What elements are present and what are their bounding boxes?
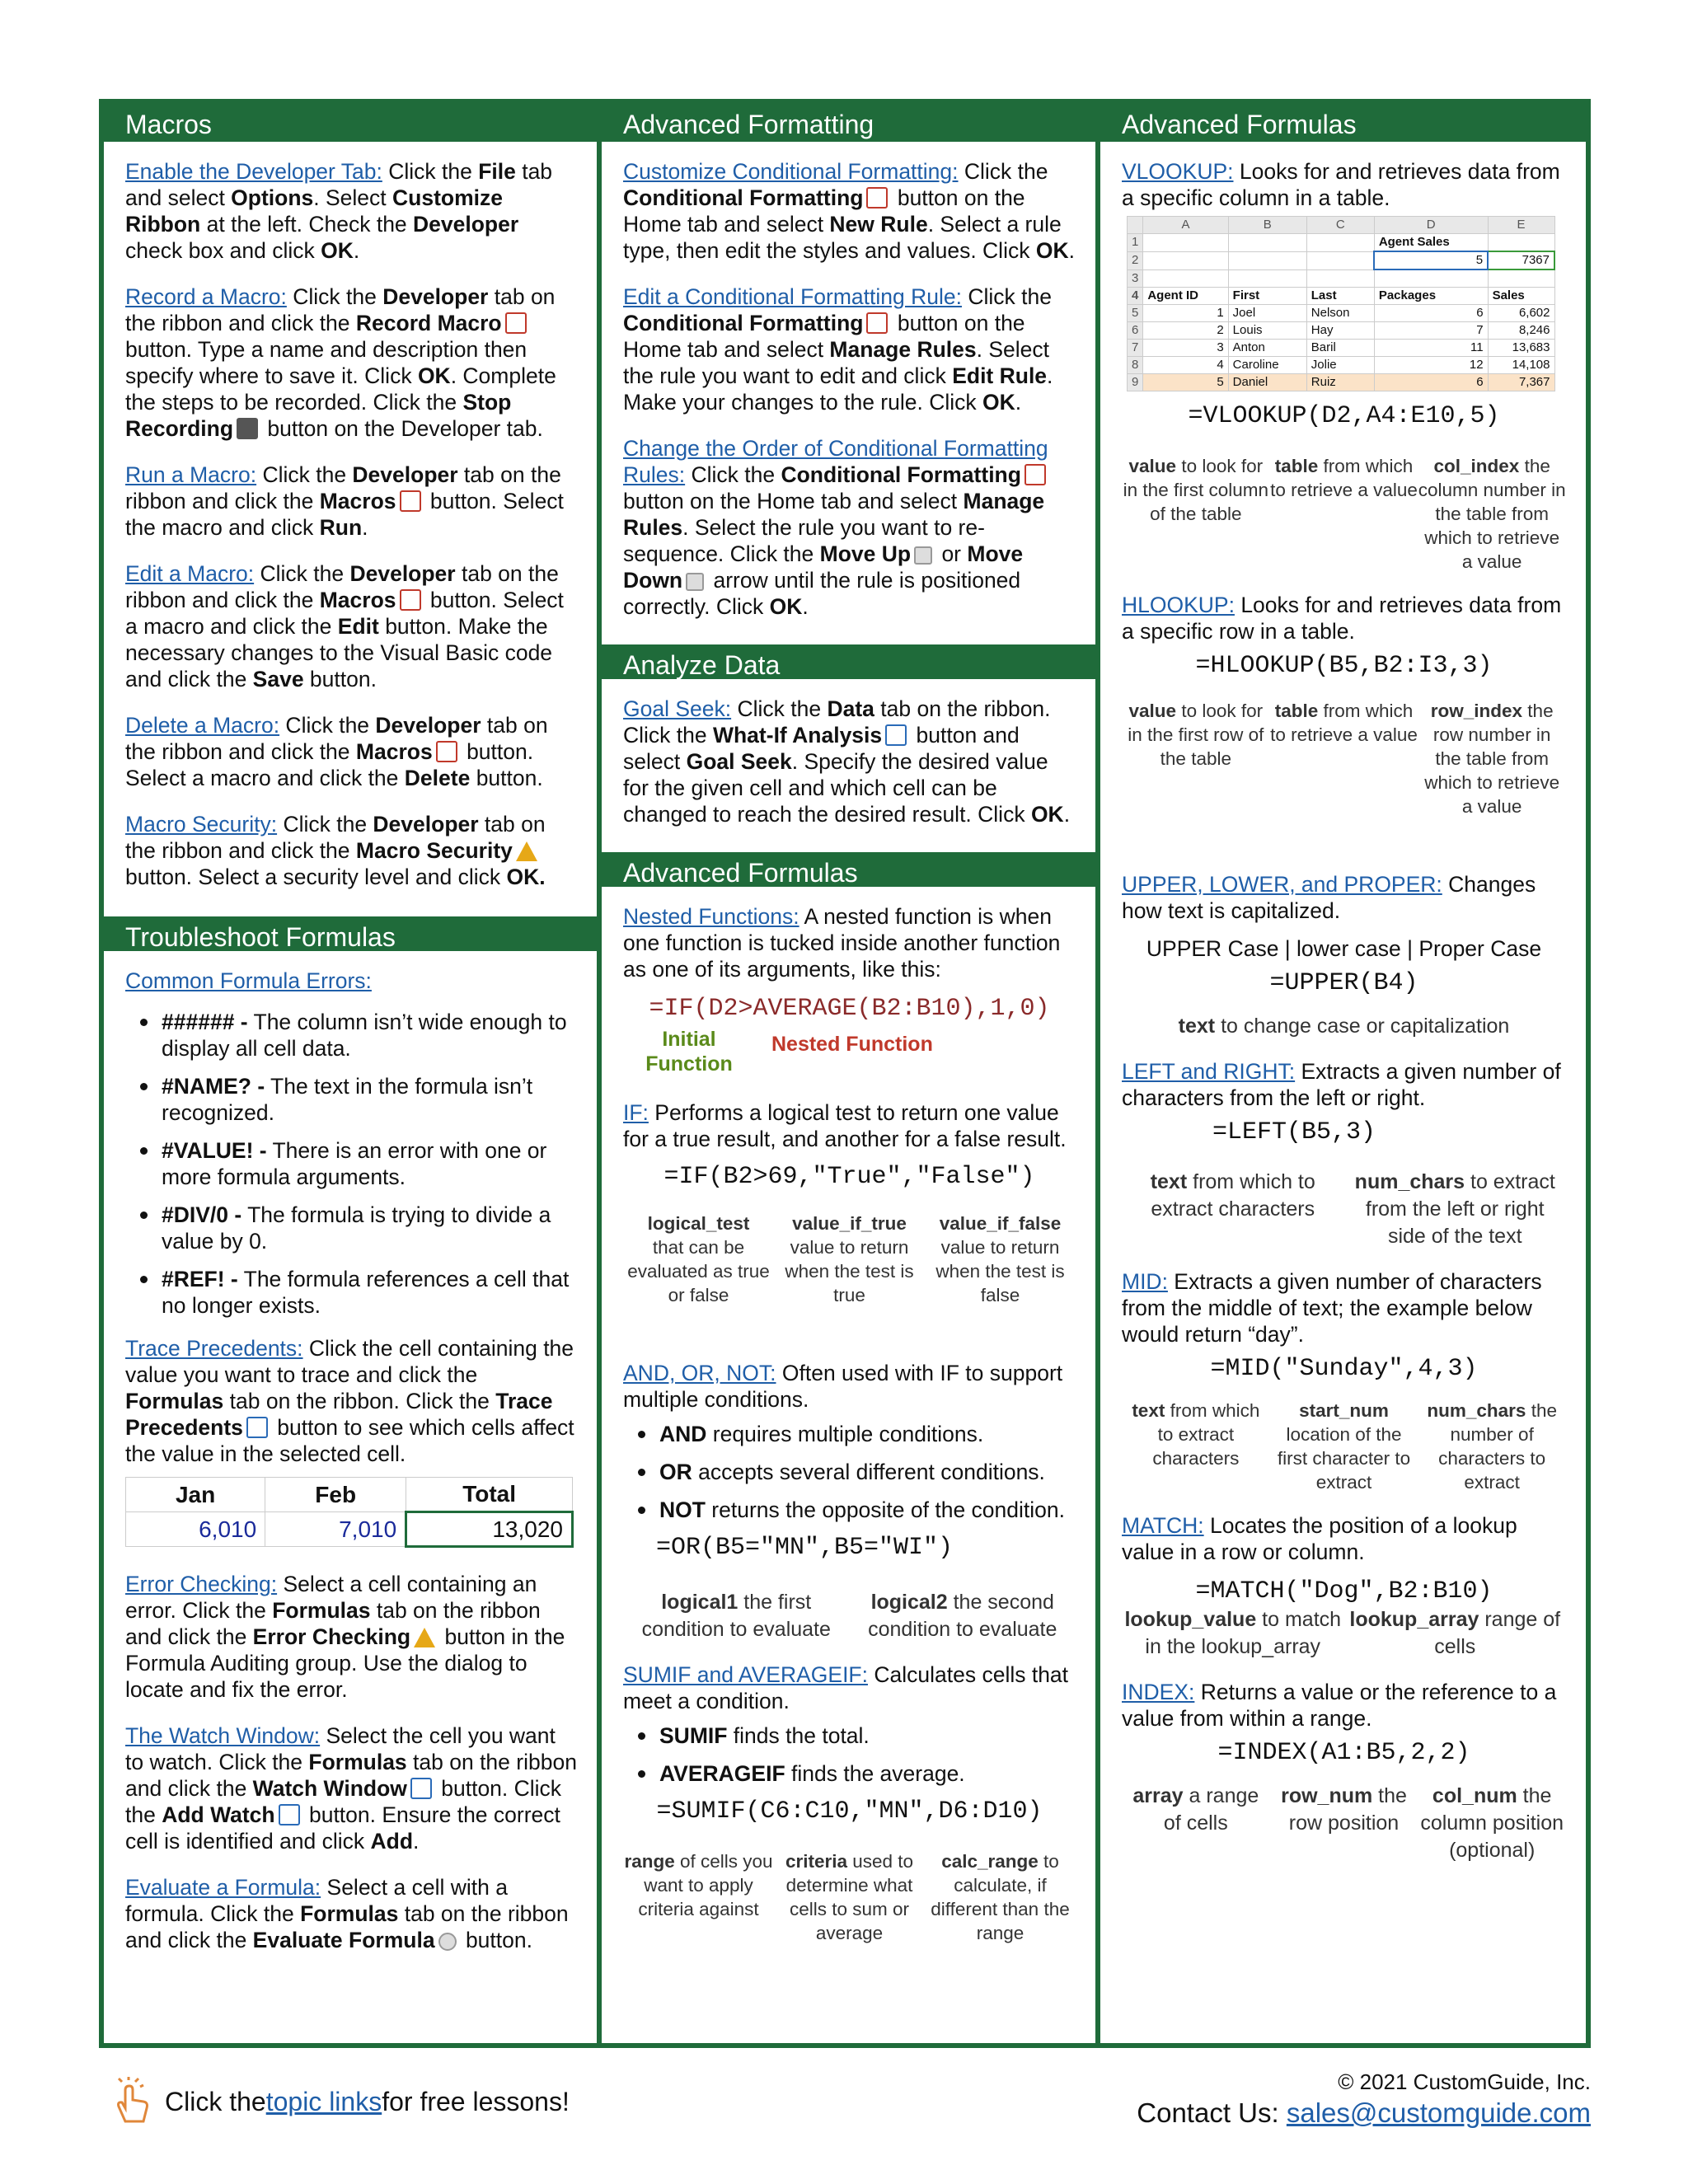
left-right: LEFT and RIGHT: Extracts a given number of characters from the left or right. [1122, 1058, 1561, 1110]
if-annotations [623, 1212, 1076, 1307]
table-cell: Ruiz [1306, 373, 1374, 391]
upper-lower-proper: UPPER, LOWER, and PROPER: Changes how text is capitalized. [1122, 871, 1536, 923]
row-header: 6 [1128, 321, 1143, 339]
change-rule-order-link[interactable]: Change the Order of Conditional Formatting Rules: [623, 436, 1048, 487]
evaluate-formula-icon [438, 1933, 457, 1951]
vlookup-formula: =VLOOKUP(D2,A4:E10,5) [1188, 401, 1500, 430]
column-header: C [1306, 217, 1374, 234]
table-cell: 8,246 [1488, 321, 1554, 339]
nested-annotations [640, 1027, 1076, 1076]
row-header: 9 [1128, 373, 1143, 391]
upper-formula: =UPPER(B4) [1269, 968, 1418, 997]
error-list [125, 1009, 577, 1319]
mid-annotations [1122, 1399, 1566, 1494]
table-cell [1228, 251, 1306, 269]
enable-developer-tab: Enable the Developer Tab: Click the File tab and select Options. Select Customize Ribbon at the left. Check the Developer check box and click OK. [125, 159, 553, 263]
list-item: ###### - The column isn’t wide enough to display all cell data. [125, 1009, 577, 1062]
table-header: Jan [126, 1478, 265, 1512]
stop-recording-icon [237, 418, 258, 439]
email-link[interactable]: sales@customguide.com [1286, 2097, 1591, 2128]
table-cell: 11 [1374, 339, 1488, 356]
annotation: value to look for in the first row of the table [1128, 700, 1264, 769]
analyze-data-section [602, 682, 1095, 849]
table-cell [1374, 269, 1488, 287]
macros-icon [436, 741, 457, 762]
table-cell: 6 [1374, 304, 1488, 321]
hlookup: HLOOKUP: Looks for and retrieves data from a specific row in a table. [1122, 592, 1562, 644]
table-cell: 7,010 [265, 1512, 406, 1547]
annotation: value to look for in the first column of the table [1123, 455, 1268, 524]
row-header: 7 [1128, 339, 1143, 356]
annotation: range of cells you want to apply criteria against [624, 1851, 773, 1919]
annotation: col_num the column position (optional) [1420, 1783, 1564, 1862]
vlookup-annotations [1122, 454, 1566, 574]
upper-lower-proper-link[interactable]: UPPER, LOWER, and PROPER: [1122, 871, 1442, 897]
table-cell: First [1228, 287, 1306, 304]
table-cell: 4 [1143, 356, 1228, 373]
watch-window: The Watch Window: Select the cell you want to watch. Click the Formulas tab on the ribbon and click the Watch Window button. Click the Add Watch button. Ensure the correct cell is identified and click Add. [125, 1723, 577, 1854]
nested-formula: =IF(D2>AVERAGE(B2:B10),1,0) [649, 995, 1050, 1023]
initial-function-label: Initial Function [645, 1028, 733, 1076]
match-link[interactable]: MATCH: [1122, 1512, 1204, 1538]
table-cell [1143, 251, 1228, 269]
if-formula: =IF(B2>69,"True","False") [663, 1163, 1035, 1191]
advanced-formatting-header: Advanced Formatting [602, 104, 1095, 145]
enable-developer-link[interactable]: Enable the Developer Tab: [125, 159, 382, 184]
table-cell: Agent Sales [1374, 234, 1488, 252]
annotation: text from which to extract characters [1150, 1169, 1315, 1221]
table-cell: Anton [1228, 339, 1306, 356]
row-header: 4 [1128, 287, 1143, 304]
column-header [1128, 217, 1143, 234]
conditional-formatting-icon [866, 312, 888, 334]
record-macro-link[interactable]: Record a Macro: [125, 284, 287, 309]
table-cell: Last [1306, 287, 1374, 304]
goal-seek: Goal Seek: Click the Data tab on the ribbon. Click the What-If Analysis button and select Goal Seek. Specify the desired value for the given cell and which cell can be changed to reach the desired result. Click OK. [623, 696, 1071, 827]
advanced-formatting-section [602, 145, 1095, 641]
goal-seek-link[interactable]: Goal Seek: [623, 696, 732, 721]
contact: Contact Us: sales@customguide.com [1137, 2097, 1591, 2128]
run-macro: Run a Macro: Click the Developer tab on the ribbon and click the Macros button. Select the macro and click Run. [125, 462, 564, 540]
troubleshoot-section [104, 954, 597, 1990]
run-macro-link[interactable]: Run a Macro: [125, 462, 257, 487]
column-1 [104, 104, 602, 2043]
table-cell [1306, 251, 1374, 269]
and-or-not-list [623, 1421, 1076, 1523]
vlookup-sheet [1127, 216, 1555, 391]
delete-macro: Delete a Macro: Click the Developer tab on the ribbon and click the Macros button. Select a macro and click the Delete button. [125, 713, 548, 790]
annotation: logical_test that can be evaluated as true or false [627, 1213, 770, 1305]
column-header: E [1488, 217, 1554, 234]
table-cell: Nelson [1306, 304, 1374, 321]
conditional-formatting-icon [866, 187, 888, 209]
annotation: row_index the row number in the table from which to retrieve a value [1424, 700, 1560, 817]
annotation: row_num the row position [1281, 1783, 1407, 1835]
list-item: SUMIF finds the total. [623, 1722, 1076, 1749]
annotation: num_chars the number of characters to extract [1427, 1399, 1557, 1493]
footer [99, 2060, 1591, 2159]
list-item: AVERAGEIF finds the average. [623, 1760, 1076, 1787]
mid-formula: =MID("Sunday",4,3) [1210, 1354, 1478, 1383]
column-header: D [1374, 217, 1488, 234]
upper-annotation [1122, 1013, 1566, 1040]
nested-functions: Nested Functions: A nested function is when one function is tucked inside another function as one of its arguments, like this: [623, 904, 1061, 982]
list-item: OR accepts several different conditions. [623, 1459, 1076, 1485]
annotation: value_if_false value to return when the test is false [935, 1213, 1065, 1305]
left-formula: =LEFT(B5,3) [1212, 1118, 1376, 1146]
row-header: 3 [1128, 269, 1143, 287]
table-cell: 5 [1374, 251, 1488, 269]
table-cell: Joel [1228, 304, 1306, 321]
table-cell: 2 [1143, 321, 1228, 339]
table-cell: Agent ID [1143, 287, 1228, 304]
annotation: calc_range to calculate, if different than the range [931, 1851, 1070, 1943]
annotation: num_chars to extract from the left or right side of the text [1354, 1169, 1555, 1248]
table-cell: 7 [1374, 321, 1488, 339]
trace-precedents: Trace Precedents: Click the cell containing the value you want to trace and click the Formulas tab on the ribbon. Click the Trace Precedents button to see which cells affect the value in the selected cell. [125, 1336, 574, 1466]
list-item: #VALUE! - There is an error with one or more formula arguments. [125, 1137, 577, 1190]
table-cell: 3 [1143, 339, 1228, 356]
advanced-formulas-header-2: Advanced Formulas [602, 849, 1095, 890]
or-annotations [623, 1589, 1076, 1643]
conditional-formatting-icon [1025, 464, 1046, 485]
table-cell: Caroline [1228, 356, 1306, 373]
watch-window-link[interactable]: The Watch Window: [125, 1723, 321, 1748]
add-watch-icon [279, 1804, 300, 1825]
table-cell: 13,683 [1488, 339, 1554, 356]
annotation: logical1 the first condition to evaluate [641, 1591, 831, 1641]
table-cell [1228, 269, 1306, 287]
index-formula: =INDEX(A1:B5,2,2) [1217, 1738, 1470, 1767]
annotation: col_index the column number in the table from which to retrieve a value [1418, 455, 1566, 572]
table-cell: Sales [1488, 287, 1554, 304]
record-macro: Record a Macro: Click the Developer tab on the ribbon and click the Record Macro button. Type a name and description then specify where to save it. Click OK. Complete the steps to be recorded. Click the Stop Recording button on the Developer tab. [125, 284, 556, 441]
table-cell: 6,010 [126, 1512, 265, 1547]
annotation: logical2 the second condition to evaluate [868, 1591, 1057, 1641]
table-cell [1306, 234, 1374, 252]
macros-icon [400, 490, 421, 512]
error-checking-link[interactable]: Error Checking: [125, 1572, 278, 1596]
copyright: © 2021 CustomGuide, Inc. [1338, 2069, 1591, 2094]
match: MATCH: Locates the position of a lookup value in a row or column. [1122, 1512, 1517, 1564]
delete-macro-link[interactable]: Delete a Macro: [125, 713, 280, 738]
annotation: criteria used to determine what cells to sum or average [785, 1851, 914, 1943]
table-cell: 5 [1143, 373, 1228, 391]
watch-window-icon [410, 1778, 432, 1799]
trace-precedents-link[interactable]: Trace Precedents: [125, 1336, 303, 1361]
vlookup: VLOOKUP: Looks for and retrieves data from a specific column in a table. [1122, 159, 1560, 210]
row-header: 8 [1128, 356, 1143, 373]
annotation: lookup_value to match in the lookup_array [1124, 1607, 1342, 1658]
list-item: #DIV/0 - The formula is trying to divide a value by 0. [125, 1202, 577, 1254]
topic-links-link[interactable]: topic links [265, 2087, 382, 2116]
annotation: array a range of cells [1132, 1783, 1259, 1835]
match-annotations [1122, 1606, 1566, 1661]
annotation: table from which to retrieve a value [1270, 700, 1418, 745]
table-cell: 14,108 [1488, 356, 1554, 373]
or-formula: =OR(B5="MN",B5="WI") [656, 1534, 954, 1562]
error-checking-icon [414, 1628, 435, 1647]
footer-cta: Click the topic links for free lessons! [107, 2077, 570, 2126]
table-cell: 1 [1143, 304, 1228, 321]
if-link[interactable]: IF: [623, 1100, 649, 1125]
table-cell: Baril [1306, 339, 1374, 356]
table-cell: 6 [1374, 373, 1488, 391]
annotation: text to change case or capitalization [1178, 1014, 1510, 1038]
row-header: 1 [1128, 234, 1143, 252]
edit-macro-link[interactable]: Edit a Macro: [125, 561, 255, 586]
analyze-data-header: Analyze Data [602, 641, 1095, 682]
annotation: text from which to extract characters [1132, 1399, 1260, 1469]
index-link[interactable]: INDEX: [1122, 1679, 1195, 1704]
trace-example-table [125, 1477, 574, 1548]
and-or-not: AND, OR, NOT: Often used with IF to support multiple conditions. [623, 1361, 1063, 1412]
list-item: NOT returns the opposite of the condition. [623, 1497, 1076, 1523]
sumif-averageif: SUMIF and AVERAGEIF: Calculates cells that meet a condition. [623, 1662, 1069, 1713]
column-2 [602, 104, 1100, 2043]
table-cell [1306, 269, 1374, 287]
table-cell: 6,602 [1488, 304, 1554, 321]
move-up-icon [914, 546, 932, 565]
table-cell: 13,020 [406, 1512, 573, 1547]
annotation: table from which to retrieve a value [1270, 455, 1418, 500]
table-cell [1143, 234, 1228, 252]
column-header: B [1228, 217, 1306, 234]
row-header: 2 [1128, 251, 1143, 269]
table-cell: 7,367 [1488, 373, 1554, 391]
table-cell: Daniel [1228, 373, 1306, 391]
column-3 [1100, 104, 1586, 2043]
error-checking: Error Checking: Select a cell containing an error. Click the Formulas tab on the ribbon and click the Error Checking button in the Formula Auditing group. Use the dialog to locate and fix the error. [125, 1572, 565, 1702]
table-header: Total [406, 1478, 573, 1512]
vlookup-link[interactable]: VLOOKUP: [1122, 159, 1234, 184]
hlookup-link[interactable]: HLOOKUP: [1122, 592, 1235, 617]
trace-precedents-icon [246, 1417, 268, 1438]
column-header: A [1143, 217, 1228, 234]
advanced-formulas-section-2 [602, 890, 1095, 1980]
annotation: value_if_true value to return when the test is true [785, 1213, 914, 1305]
nested-functions-link[interactable]: Nested Functions: [623, 904, 799, 929]
macros-section [104, 145, 597, 913]
list-item: #REF! - The formula references a cell that no longer exists. [125, 1266, 577, 1319]
annotation: lookup_array range of cells [1349, 1607, 1561, 1658]
macro-security-link[interactable]: Macro Security: [125, 812, 278, 837]
common-errors-link[interactable]: Common Formula Errors: [125, 968, 372, 993]
evaluate-formula: Evaluate a Formula: Select a cell with a formula. Click the Formulas tab on the ribbon and click the Evaluate Formula button. [125, 1875, 569, 1952]
evaluate-formula-link[interactable]: Evaluate a Formula: [125, 1875, 321, 1900]
table-header: Feb [265, 1478, 406, 1512]
troubleshoot-header: Troubleshoot Formulas [104, 913, 597, 954]
table-cell [1488, 269, 1554, 287]
table-cell [1143, 269, 1228, 287]
hlookup-annotations [1122, 699, 1566, 818]
and-or-not-link[interactable]: AND, OR, NOT: [623, 1361, 776, 1385]
table-cell: Hay [1306, 321, 1374, 339]
list-item: #NAME? - The text in the formula isn’t recognized. [125, 1073, 577, 1126]
table-cell: 7367 [1488, 251, 1554, 269]
record-macro-icon [505, 312, 527, 334]
customize-conditional-link[interactable]: Customize Conditional Formatting: [623, 159, 959, 184]
pointer-hand-icon [107, 2077, 157, 2126]
row-header: 5 [1128, 304, 1143, 321]
sumif-link[interactable]: SUMIF and AVERAGEIF: [623, 1662, 868, 1687]
sumif-list [623, 1722, 1076, 1787]
index-annotations [1122, 1783, 1566, 1864]
sumif-formula: =SUMIF(C6:C10,"MN",D6:D10) [656, 1797, 1043, 1825]
nested-function-label: Nested Function [771, 1033, 933, 1056]
list-item: AND requires multiple conditions. [623, 1421, 1076, 1447]
change-rule-order: Change the Order of Conditional Formatting Rules: Click the Conditional Formatting button on the Home tab and select Manage Rules. Select the rule you want to re-sequence. Click the Move Up or Move Down arrow until the rule is positioned correctly. Click OK. [623, 436, 1048, 619]
what-if-analysis-icon [885, 724, 907, 746]
edit-conditional-rule: Edit a Conditional Formatting Rule: Click the Conditional Formatting button on the Home tab and select Manage Rules. Select the rule you want to edit and click Edit Rule. Make your changes to the rule. Click OK. [623, 284, 1053, 415]
advanced-formulas-header-3: Advanced Formulas [1100, 104, 1586, 145]
table-cell: Louis [1228, 321, 1306, 339]
advanced-formulas-section-3 [1100, 145, 1586, 1899]
annotation: start_num location of the first character to extract [1277, 1399, 1411, 1493]
macros-icon [400, 589, 421, 611]
edit-macro: Edit a Macro: Click the Developer tab on the ribbon and click the Macros button. Select a macro and click the Edit button. Make the necessary changes to the Visual Basic code and click the Save button. [125, 561, 564, 691]
table-cell: 12 [1374, 356, 1488, 373]
left-annotations [1122, 1169, 1566, 1250]
table-cell [1488, 234, 1554, 252]
if-function: IF: Performs a logical test to return one value for a true result, and another for a false result. [623, 1100, 1067, 1151]
table-cell: Packages [1374, 287, 1488, 304]
sumif-annotations [623, 1849, 1076, 1945]
edit-conditional-rule-link[interactable]: Edit a Conditional Formatting Rule: [623, 284, 962, 309]
macros-header: Macros [104, 104, 597, 145]
mid-link[interactable]: MID: [1122, 1268, 1168, 1294]
table-cell [1228, 234, 1306, 252]
left-right-link[interactable]: LEFT and RIGHT: [1122, 1058, 1296, 1084]
cheat-sheet [99, 99, 1591, 2048]
warning-icon [516, 841, 537, 861]
hlookup-formula: =HLOOKUP(B5,B2:I3,3) [1195, 651, 1493, 680]
macro-security: Macro Security: Click the Developer tab on the ribbon and click the Macro Security button. Select a security level and click OK. [125, 812, 546, 889]
match-formula: =MATCH("Dog",B2:B10) [1195, 1577, 1493, 1605]
index: INDEX: Returns a value or the reference to a value from within a range. [1122, 1679, 1557, 1731]
move-down-icon [686, 573, 704, 591]
table-cell: Jolie [1306, 356, 1374, 373]
customize-conditional: Customize Conditional Formatting: Click the Conditional Formatting button on the Home tab and select New Rule. Select a rule type, then edit the styles and values. Click OK. [623, 159, 1075, 263]
mid: MID: Extracts a given number of characters from the middle of text; the example below would return “day”. [1122, 1268, 1542, 1347]
case-demo: UPPER Case | lower case | Proper Case [1146, 935, 1542, 961]
